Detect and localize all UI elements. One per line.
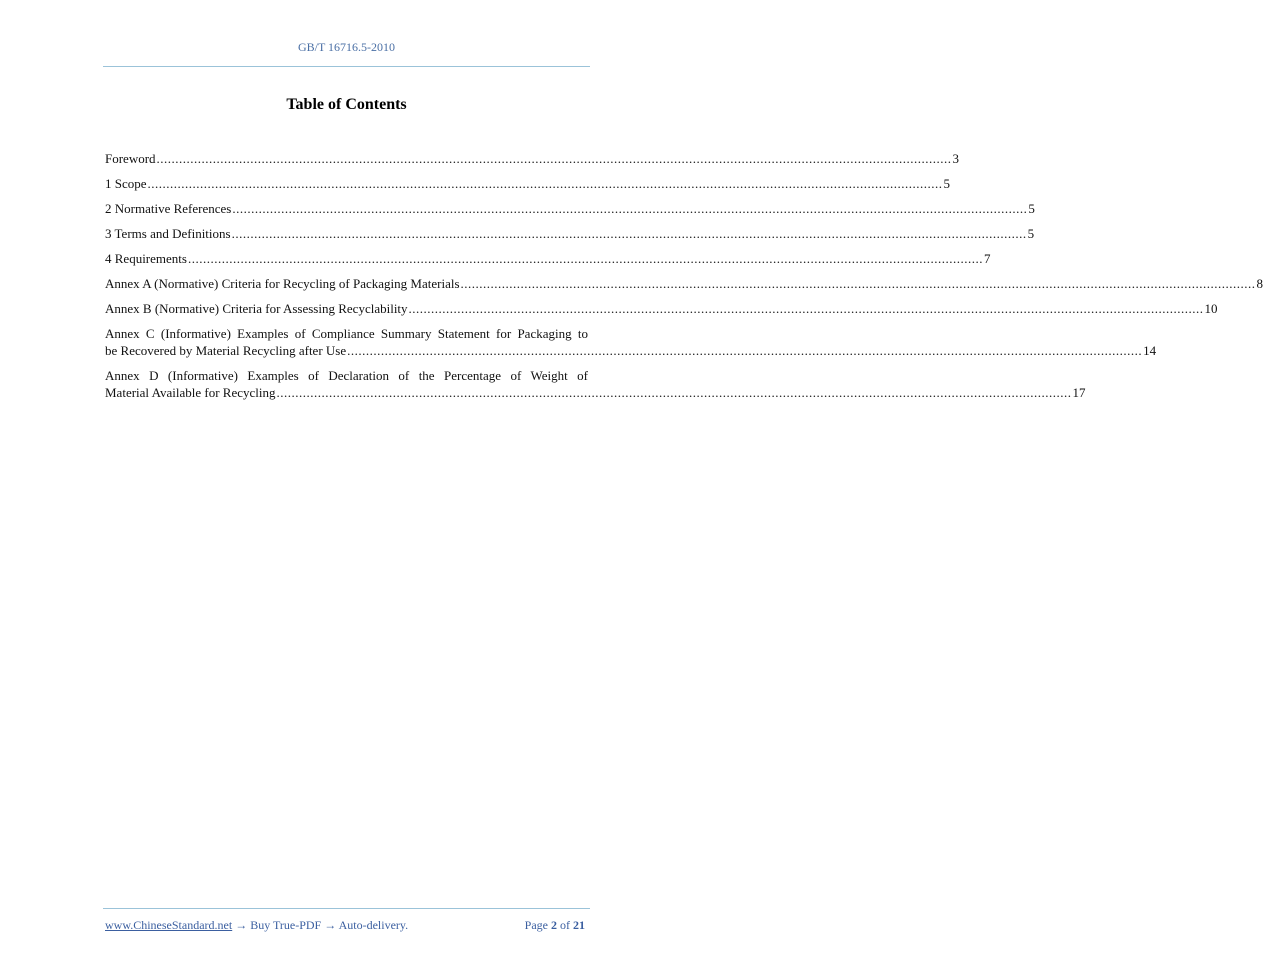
toc-leader-dots: .................................................................................................................................................................................................................... <box>147 176 943 191</box>
toc-entry-page: 5 <box>1027 226 1035 241</box>
toc-entry-page: 7 <box>983 251 991 266</box>
toc-entry-page: 5 <box>943 176 951 191</box>
toc-entry-label-line1: Annex C (Informative) Examples of Compliance Summary Statement for Packaging to <box>105 326 588 341</box>
toc-entry-page: 3 <box>952 151 960 166</box>
toc-leader-dots: .................................................................................................................................................................................................................... <box>156 151 952 166</box>
toc-entry-page: 17 <box>1072 385 1086 400</box>
toc-entry-label: 4 Requirements <box>105 251 187 266</box>
arrow-right-icon: → <box>235 918 248 932</box>
toc-leader-dots: .................................................................................................................................................................................................................... <box>460 276 1256 291</box>
page-of-word: of <box>560 918 570 932</box>
toc-entry-label: 1 Scope <box>105 176 147 191</box>
toc-entry-label: Annex A (Normative) Criteria for Recycling of Packaging Materials <box>105 276 460 291</box>
arrow-right-icon: → <box>324 918 337 932</box>
toc-entry-page: 5 <box>1028 201 1035 216</box>
buy-pdf-text: Buy True-PDF <box>250 918 322 932</box>
toc-entry-annex-d[interactable] <box>105 367 1086 401</box>
header-divider <box>103 66 590 67</box>
document-header-code: GB/T 16716.5-2010 <box>297 40 396 54</box>
toc-leader-dots: .................................................................................................................................................................................................................... <box>231 226 1027 241</box>
toc-entry-label-line2: Material Available for Recycling <box>105 385 276 400</box>
footer-promo <box>105 918 408 933</box>
page-indicator <box>525 918 585 933</box>
page-title: Table of Contents <box>286 96 407 113</box>
table-of-contents <box>105 150 1263 409</box>
toc-entry-scope[interactable] <box>105 175 951 192</box>
toc-leader-dots: .................................................................................................................................................................................................................... <box>347 343 1143 358</box>
page-word: Page <box>524 918 548 932</box>
toc-entry-label: 3 Terms and Definitions <box>105 226 231 241</box>
toc-entry-label-line1: Annex D (Informative) Examples of Declaration of the Percentage of Weight of <box>105 368 588 383</box>
toc-entry-label: 2 Normative References <box>105 201 232 216</box>
toc-entry-label: Foreword <box>105 151 156 166</box>
toc-entry-label: Annex B (Normative) Criteria for Assessing Recyclability <box>105 301 408 316</box>
toc-entry-annex-c[interactable] <box>105 325 1157 359</box>
toc-leader-dots: .................................................................................................................................................................................................................... <box>187 251 983 266</box>
toc-entry-label-line2: be Recovered by Material Recycling after Use <box>105 343 347 358</box>
toc-entry-page: 10 <box>1204 301 1218 316</box>
toc-entry-requirements[interactable] <box>105 250 991 267</box>
toc-leader-dots: .................................................................................................................................................................................................................... <box>408 301 1204 316</box>
toc-entry-normative-references[interactable] <box>105 200 1035 217</box>
toc-entry-annex-a[interactable] <box>105 275 1263 292</box>
toc-leader-dots: .................................................................................................................................................................................................................... <box>232 201 1028 216</box>
total-pages-number: 21 <box>573 918 585 932</box>
current-page-number: 2 <box>551 918 557 932</box>
site-link[interactable]: www.ChineseStandard.net <box>105 918 233 932</box>
footer-divider <box>103 908 590 909</box>
toc-entry-annex-b[interactable] <box>105 300 1218 317</box>
toc-entry-page: 8 <box>1256 276 1263 291</box>
toc-entry-terms-definitions[interactable] <box>105 225 1035 242</box>
toc-entry-page: 14 <box>1143 343 1157 358</box>
auto-delivery-text: Auto-delivery. <box>338 918 409 932</box>
toc-leader-dots: .................................................................................................................................................................................................................... <box>276 385 1072 400</box>
toc-entry-foreword[interactable] <box>105 150 960 167</box>
